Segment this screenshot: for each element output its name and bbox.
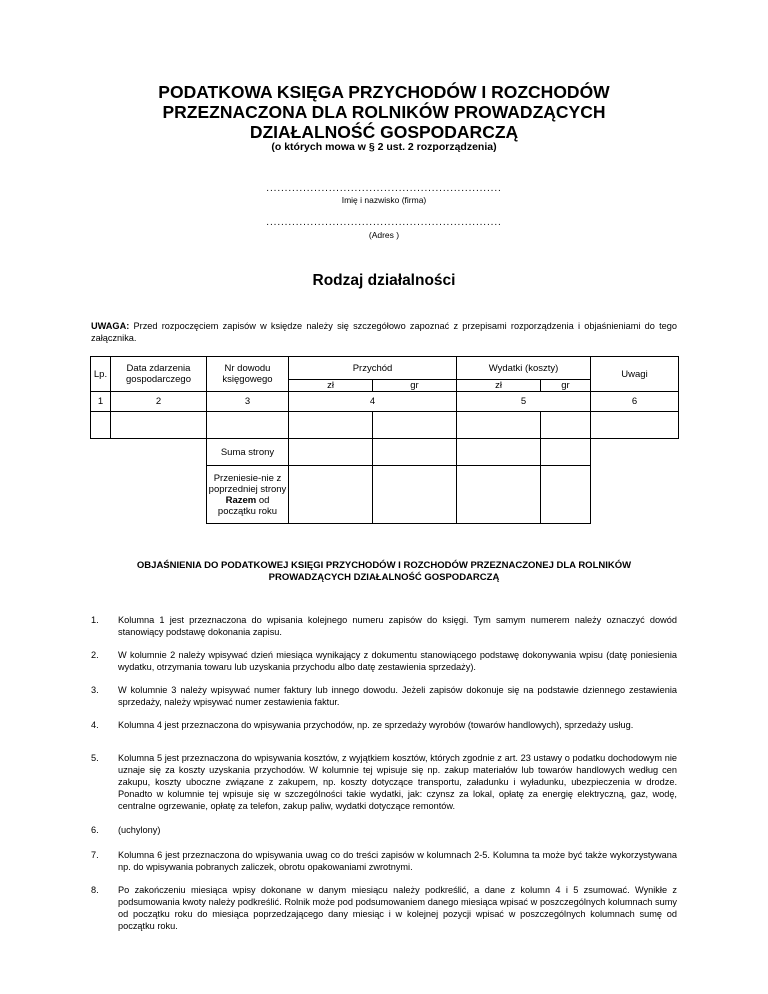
carry-over-label [207, 466, 289, 524]
header-income-gr: gr [373, 380, 457, 392]
notice-label: UWAGA: [91, 321, 130, 331]
entry-cell[interactable] [91, 412, 111, 439]
total-rest: od początku roku [217, 494, 278, 517]
total-cell[interactable] [457, 466, 541, 524]
name-dotted-line: ................................................................ [266, 183, 502, 194]
header-expenses-zl: zł [457, 380, 541, 392]
header-expenses: Wydatki (koszty) [457, 357, 591, 380]
item-number: 3. [91, 685, 99, 695]
notice [91, 320, 677, 344]
total-cell[interactable] [541, 466, 591, 524]
entry-cell[interactable] [457, 412, 541, 439]
total-cell[interactable] [289, 466, 373, 524]
sum-cell[interactable] [289, 439, 373, 466]
sum-page-label: Suma strony [207, 439, 289, 466]
entry-cell[interactable] [541, 412, 591, 439]
column-number-5: 5 [457, 392, 591, 412]
column-number-4: 4 [289, 392, 457, 412]
entry-cell[interactable] [591, 412, 679, 439]
item-text: Kolumna 4 jest przeznaczona do wpisywania przychodów, np. ze sprzedaży wyrobów (towarów handlowych), sprzedaży usług. [118, 720, 634, 730]
sum-cell[interactable] [457, 439, 541, 466]
item-number: 6. [91, 825, 99, 835]
header-lp: Lp. [91, 357, 111, 392]
section-title: Rodzaj działalności [312, 272, 456, 289]
title-line-2: PRZEZNACZONA DLA ROLNIKÓW PROWADZĄCYCH [162, 102, 606, 122]
entry-cell[interactable] [111, 412, 207, 439]
sum-cell[interactable] [373, 439, 457, 466]
item-text: (uchylony) [118, 825, 161, 835]
header-income-zl: zł [289, 380, 373, 392]
header-expenses-gr: gr [541, 380, 591, 392]
header-document-number: Nr dowodu księgowego [207, 357, 289, 392]
column-number-2: 2 [111, 392, 207, 412]
total-cell[interactable] [373, 466, 457, 524]
notice-text: Przed rozpoczęciem zapisów w księdze należy się szczegółowo zapoznać z przepisami rozporządzenia i objaśnieniami do tego załącznika. [91, 321, 677, 343]
item-number: 2. [91, 650, 99, 660]
header-income: Przychód [289, 357, 457, 380]
item-number: 4. [91, 720, 99, 730]
item-number: 8. [91, 885, 99, 895]
name-label: Imię i nazwisko (firma) [341, 195, 427, 205]
address-dotted-line: ................................................................ [266, 217, 502, 228]
address-label: (Adres ) [368, 230, 400, 240]
entry-cell[interactable] [289, 412, 373, 439]
title-line-1: PODATKOWA KSIĘGA PRZYCHODÓW I ROZCHODÓW [158, 82, 610, 102]
item-text: Po zakończeniu miesiąca wpisy dokonane w danym miesiącu należy podkreślić, a dane z kolumn 4 i 5 zsumować. Wynikłe z podsumowania kwoty należy podkreślić. Rolnik może pod podsumowaniem danego miesiąca wpisać w poszczególnych kolumnach sumy od początku roku do miesiąca poprzedzającego dany miesiąc i w kolejnej pozycji wpisać w poszczególnych kolumnach sumę od początku roku. [118, 885, 677, 931]
item-text: W kolumnie 2 należy wpisywać dzień miesiąca wynikający z dokumentu stanowiącego podstawę dokonywania wpisu (datę poniesienia wydatku, otrzymania towaru lub uzyskania przychodu albo datę zestawienia sprzedaży). [118, 650, 677, 672]
entry-cell[interactable] [373, 412, 457, 439]
carry-over-text: Przeniesie-nie z poprzedniej strony [208, 472, 287, 495]
item-text: Kolumna 1 jest przeznaczona do wpisania kolejnego numeru zapisów do księgi. Tym samym numerem należy oznaczyć dowód stanowiący podstawę dokonania zapisu. [118, 615, 677, 637]
title-line-3: DZIAŁALNOŚĆ GOSPODARCZĄ [249, 122, 519, 142]
column-number-1: 1 [91, 392, 111, 412]
sum-cell[interactable] [541, 439, 591, 466]
item-number: 1. [91, 615, 99, 625]
column-number-6: 6 [591, 392, 679, 412]
header-notes: Uwagi [591, 357, 679, 392]
item-text: W kolumnie 3 należy wpisywać numer faktury lub innego dowodu. Jeżeli zapisów dokonuje się na podstawie dziennego zestawienia sprzedaży, należy wpisywać numer zestawienia faktur. [118, 685, 677, 707]
item-number: 7. [91, 850, 99, 860]
item-number: 5. [91, 753, 99, 763]
item-text: Kolumna 6 jest przeznaczona do wpisywania uwag co do treści zapisów w kolumnach 2-5. Kolumna ta może być także wykorzystywana np. do wpisywania pobranych zaliczek, obrotu opakowaniami zwrotnymi. [118, 850, 677, 872]
column-number-3: 3 [207, 392, 289, 412]
document-subtitle: (o których mowa w § 2 ust. 2 rozporządzenia) [271, 141, 497, 153]
ledger-table [90, 356, 679, 524]
explanations-title: OBJAŚNIENIA DO PODATKOWEJ KSIĘGI PRZYCHODÓW I ROZCHODÓW PRZEZNACZONEJ DLA ROLNIKÓW PROWADZĄCYCH DZIAŁALNOŚĆ GOSPODARCZĄ [136, 560, 632, 583]
document-title [0, 82, 768, 142]
item-text: Kolumna 5 jest przeznaczona do wpisywania kosztów, z wyjątkiem kosztów, których zgodnie z art. 23 ustawy o podatku dochodowym nie uznaje się za koszty uzyskania przychodów. W kolumnie tej wpisuje się np. zakup materiałów lub towarów handlowych według cen zakupu, koszty uboczne związane z zakupem, np. koszty dotyczące transportu, załadunku i wyładunku, ubezpieczenia w drodze. Ponadto w kolumnie tej wpisuje się w szczególności takie wydatki, jak: czynsz za lokal, opłatę za energię elektryczną, gaz, wodę, centralne ogrzewanie, opłatę za telefon, zakup paliw, wydatki dotyczące remontów. [118, 753, 677, 811]
total-bold: Razem [225, 494, 257, 506]
header-date: Data zdarzenia gospodarczego [111, 357, 207, 392]
entry-cell[interactable] [207, 412, 289, 439]
